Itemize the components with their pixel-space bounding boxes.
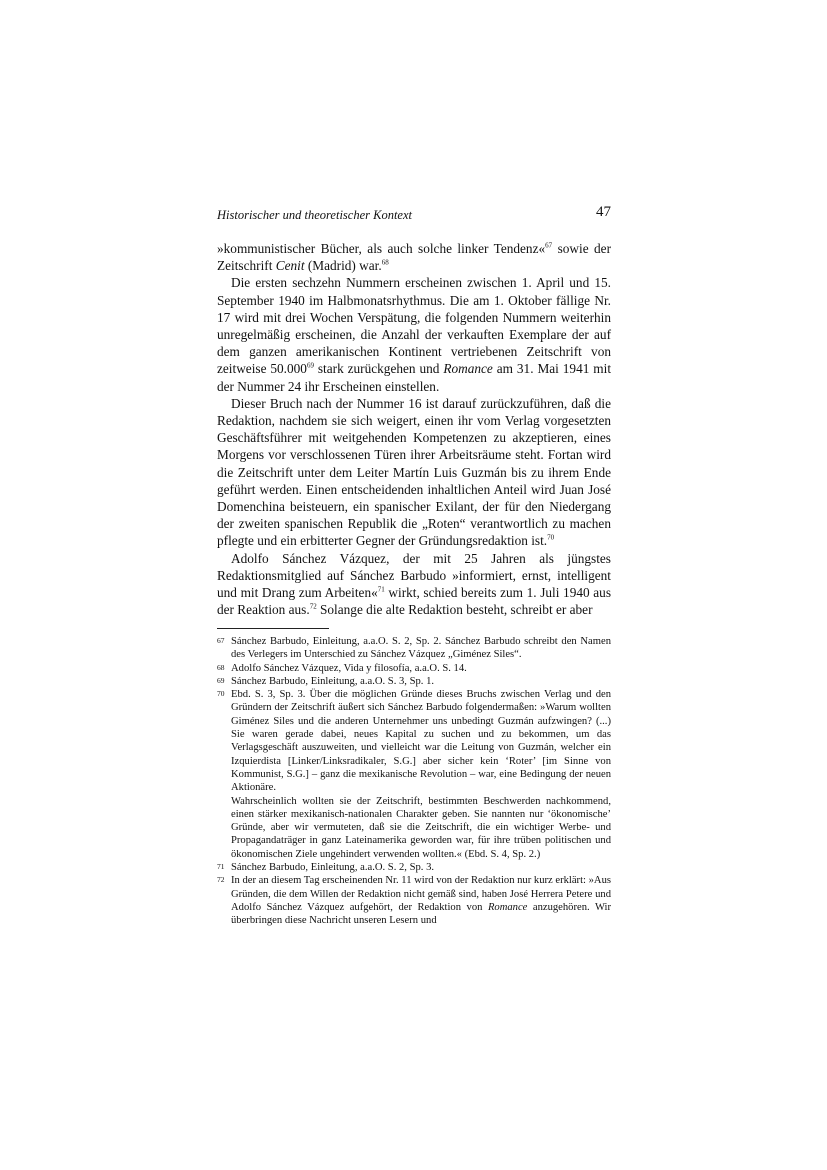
footnote-ref: 69 xyxy=(306,362,314,370)
text-run: am 31. Mai 1941 mit der Nummer 24 ihr Erscheinen einstellen. xyxy=(217,361,612,394)
footnote-number: 67 xyxy=(217,636,225,645)
page xyxy=(217,204,612,927)
text-run: »kommunistischer Bücher, als auch solche linker Tendenz« xyxy=(217,241,546,256)
text-run: Dieser Bruch nach der Nummer 16 ist darauf zurückzuführen, daß die Redaktion, nachdem sie sich weigert, einen ihr vom Verlag vorgesetzten Geschäftsführer mit weitgehenden Kompetenzen zu akzeptieren, eines Morgens vor verschlossenen Türen ihrer Arbeitsräume steht. Fortan wird die Zeitschrift unter dem Leiter Martín Luis Guzmán bis zu ihrem Ende geführt werden. Einen entscheidenden inhaltlichen Anteil wird Juan José Domenchina beisteuern, ein spanischer Exilant, der für den Niedergang der zweiten spanischen Republik die „Roten“ verantwortlich zu machen pflegte und ein erbitterter Gegner der Gründungsredaktion ist. xyxy=(217,395,611,549)
footnote-text: Sánchez Barbudo, Einleitung, a.a.O. S. 3, Sp. 1. xyxy=(231,675,435,687)
footnotes xyxy=(217,635,611,928)
page-number: 47 xyxy=(596,204,611,220)
footnote-ref: 71 xyxy=(377,585,385,594)
footnote-text: Ebd. S. 3, Sp. 3. Über die möglichen Gründe dieses Bruchs zwischen Verlag und den Gründern der Zeitschrift äußert sich Sánchez Barbudo folgendermaßen: »Warum wollten Giménez Siles und die anderen Unternehmer uns unbedingt Guzmán aufzwingen? (...) Sie waren gerade dabei, neues Kapital zu suchen und zu bekommen, um das Verlagsgeschäft auszuweiten, und vielleicht war die Leitung von Guzmán, welcher ein Izquierdista [Linker/Linksradikaler, S.G.] aber sicher kein ‘Roter’ [im Sinne von Kommunist, S.G.] – ganz die mexikanische Revolution – war, eine Bedingung der neuen Aktionäre. xyxy=(231,689,611,794)
paragraph-3 xyxy=(217,395,611,550)
footnote-text: anzugehören. Wir überbringen diese Nachricht unseren Lesern und xyxy=(231,901,611,927)
footnote-text: In der an diesem Tag erscheinenden Nr. 11 wird von der Redaktion nur kurz erklärt: »Aus Gründen, die dem Willen der Redaktion nicht gemäß sind, haben José Herrera Petere und Adolfo Sánchez Vázquez aufgehört, der Redaktion von xyxy=(231,875,611,913)
footnote-ref: 70 xyxy=(547,534,555,543)
text-run: sowie der Zeitschrift xyxy=(217,241,612,274)
footnote-ref: 67 xyxy=(545,241,553,250)
footnote-number: 69 xyxy=(217,675,225,685)
text-run: Die ersten sechzehn Nummern erscheinen zwischen 1. April und 15. September 1940 im Halbmonatsrhythmus. Die am 1. Oktober fällige Nr. 17 wird mit drei Wochen Verspätung, die folgenden Nummern weiterhin unregelmäßig erscheinen, die Anzahl der verkauften Exemplare der auf dem ganzen amerikanischen Kontinent vertriebenen Zeitschrift von zeitweise 50.000 xyxy=(217,275,611,377)
paragraph-4 xyxy=(217,550,611,619)
footnote-text: Adolfo Sánchez Vázquez, Vida y filosofía, a.a.O. S. 14. xyxy=(231,662,467,674)
footnote-ref: 68 xyxy=(381,258,389,267)
text-run: Solange die alte Redaktion besteht, schreibt er aber xyxy=(316,602,593,618)
footnote-ref: 72 xyxy=(309,602,317,611)
footnote-70 xyxy=(217,688,611,861)
footnote-rule xyxy=(217,628,329,629)
footnote-68 xyxy=(217,662,611,675)
footnote-71 xyxy=(217,861,611,874)
paragraph-1 xyxy=(217,240,611,274)
italic-title: Cenit xyxy=(275,258,305,274)
text-run: wirkt, schied bereits zum 1. Juli 1940 aus der Reaktion aus. xyxy=(217,585,612,618)
text-run: stark zurückgehen und xyxy=(313,361,444,377)
footnote-69 xyxy=(217,675,611,688)
paragraph-2 xyxy=(217,274,611,394)
footnote-72 xyxy=(217,874,611,927)
footnote-number: 68 xyxy=(217,662,225,672)
page-header xyxy=(217,204,611,224)
running-title: Historischer und theoretischer Kontext xyxy=(217,208,412,222)
body-text xyxy=(217,240,611,618)
footnote-text-continued: Wahrscheinlich wollten sie der Zeitschrift, bestimmten Beschwerden nachkommend, einen stärker mexikanisch-nationalen Charakter geben. Sie nannten nur ‘ökonomische’ Gründe, aber wir vermuteten, daß sie die Zeitschrift, die ein wichtiger Werbe- und Propagandaträger in ganz Lateinamerika geworden war, für ihre trüben politischen und ökonomischen Ziele ungehindert verwenden wollten.« (Ebd. S. 4, Sp. 2.) xyxy=(231,795,611,860)
footnote-number: 72 xyxy=(217,875,225,885)
footnote-number: 71 xyxy=(217,862,225,872)
italic-title: Romance xyxy=(443,361,493,377)
footnote-67 xyxy=(217,635,611,662)
footnote-number: 70 xyxy=(217,689,225,699)
italic-title: Romance xyxy=(487,901,528,913)
footnote-text: Sánchez Barbudo, Einleitung, a.a.O. S. 2, Sp. 2. Sánchez Barbudo schreibt den Namen des Verlegers im Unterschied zu Sánchez Vázquez „Giménez Siles“. xyxy=(231,636,611,661)
text-run: (Madrid) war. xyxy=(304,258,382,274)
text-run: Adolfo Sánchez Vázquez, der mit 25 Jahren als jüngstes Redaktionsmitglied auf Sánchez Barbudo »informiert, ernst, intelligent und mit Drang zum Arbeiten« xyxy=(217,550,611,601)
footnote-text: Sánchez Barbudo, Einleitung, a.a.O. S. 2, Sp. 3. xyxy=(231,862,435,874)
